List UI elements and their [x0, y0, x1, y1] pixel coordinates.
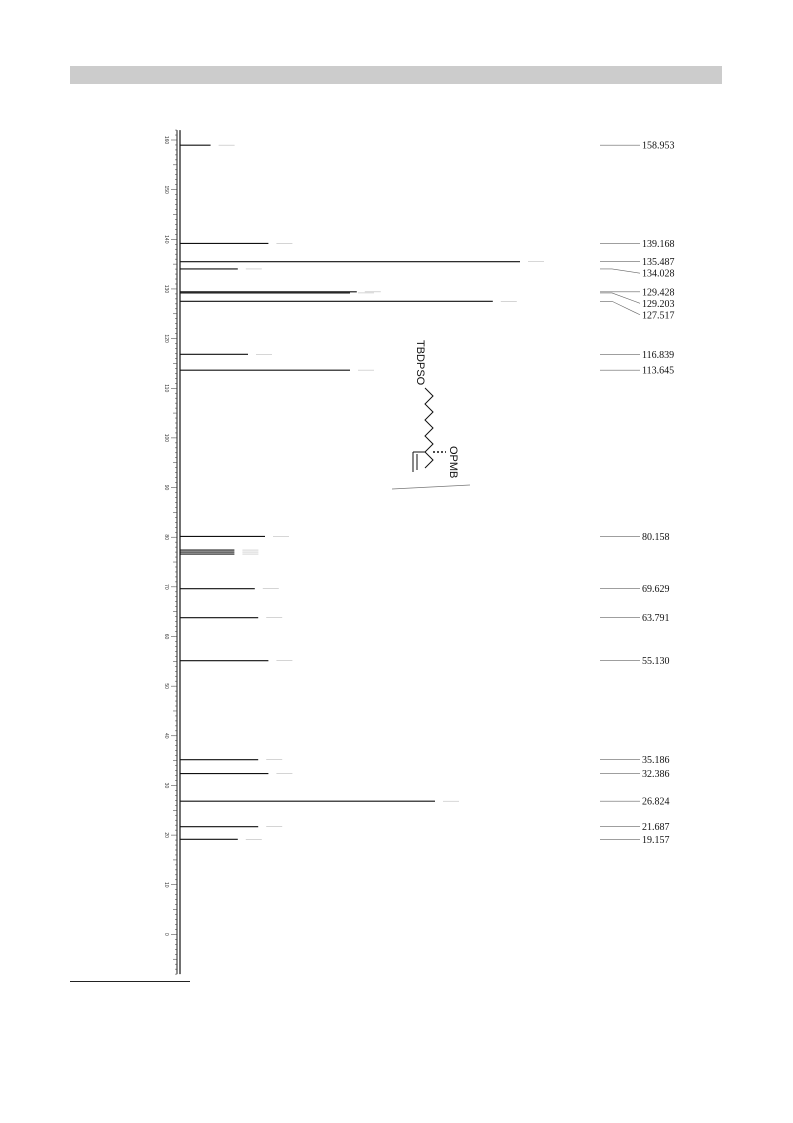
peak-label: 158.953: [642, 140, 675, 152]
peak-label: 116.839: [642, 349, 675, 361]
tbdpso-group-label: TBDPSO: [414, 340, 426, 386]
peak-label: 113.645: [642, 365, 675, 377]
peak-label: 69.629: [642, 584, 670, 596]
axis-tick-label: 140: [163, 235, 169, 244]
axis-tick-label: 150: [163, 185, 169, 194]
peak-label: 135.487: [642, 257, 675, 269]
axis-tick-label: 130: [163, 284, 169, 294]
peak-label: 26.824: [642, 796, 670, 808]
opmb-group-label: OPMB: [447, 446, 459, 479]
alkyl-chain: [425, 388, 433, 468]
axis-tick-label: 80: [163, 534, 169, 540]
structure-underline: [392, 485, 470, 489]
peak-lines: [180, 145, 544, 839]
axis-tick-label: 20: [163, 832, 169, 838]
axis-tick-label: 100: [163, 433, 169, 443]
axis-tick-label: 50: [163, 683, 169, 689]
peak-labels: [600, 141, 675, 846]
axis-tick-label: 60: [163, 633, 169, 640]
peak-label: 127.517: [642, 310, 675, 322]
peak-leader-line: [600, 269, 640, 273]
molecule-structure: [392, 340, 470, 489]
peak-label: 55.130: [642, 656, 670, 668]
peak-leader-line: [600, 301, 640, 315]
peak-label: 129.428: [642, 287, 675, 299]
peak-label: 21.687: [642, 822, 670, 834]
peak-label: 19.157: [642, 834, 670, 846]
peak-label: 129.203: [642, 298, 675, 310]
axis-tick-label: 70: [163, 584, 169, 590]
peak-label: 35.186: [642, 755, 670, 767]
axis-tick-label: 0: [163, 933, 169, 936]
axis-tick-label: 30: [163, 782, 169, 789]
peak-label: 139.168: [642, 238, 675, 250]
peak-leader-line: [600, 293, 640, 303]
axis-tick-label: 90: [163, 484, 169, 491]
axis-tick-label: 110: [163, 384, 169, 393]
axis-tick-label: 40: [163, 733, 169, 739]
ppm-axis: [163, 130, 177, 974]
axis-tick-label: 10: [163, 881, 169, 888]
peak-label: 32.386: [642, 769, 670, 781]
peak-label: 134.028: [642, 268, 675, 280]
peak-label: 63.791: [642, 613, 670, 625]
axis-tick-label: 120: [163, 334, 169, 343]
axis-tick-label: 160: [163, 135, 169, 145]
peak-label: 80.158: [642, 531, 670, 543]
